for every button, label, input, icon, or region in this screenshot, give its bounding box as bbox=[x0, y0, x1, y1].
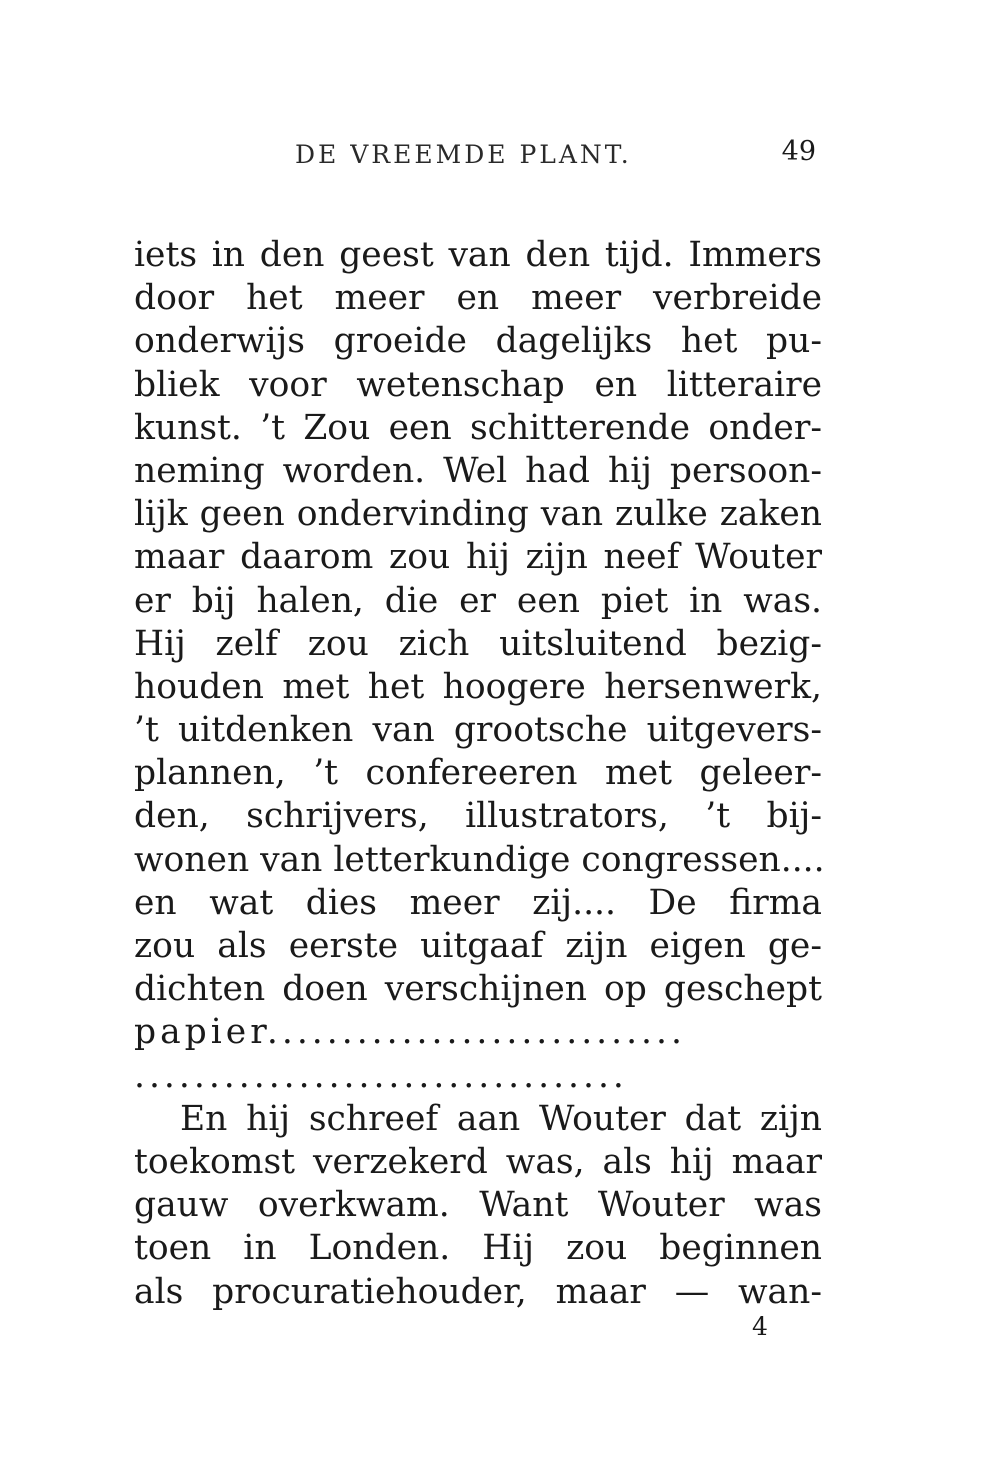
text-line: Hij zelf zou zich uitsluitend bezig- bbox=[134, 623, 822, 664]
text-line: kunst. ’t Zou een schitterende onder- bbox=[134, 407, 822, 448]
text-line: neming worden. Wel had hij persoon- bbox=[134, 450, 822, 491]
text-line: maar daarom zou hij zijn neef Wouter bbox=[134, 537, 822, 578]
page-number: 49 bbox=[781, 136, 816, 167]
text-line: door het meer en meer verbreide bbox=[134, 278, 822, 319]
text-line: toekomst verzekerd was, als hij maar bbox=[134, 1141, 822, 1182]
text-line: iets in den geest van den tijd. Immers bbox=[134, 235, 822, 275]
signature-mark: 4 bbox=[752, 1312, 768, 1341]
text-line: als procuratiehouder, maar — wan- bbox=[134, 1271, 822, 1312]
text-line: er bij halen, die er een piet in was. bbox=[134, 580, 822, 621]
text-line: wonen van letterkundige congressen.... bbox=[134, 839, 825, 880]
text-line: zou als eerste uitgaaf zijn eigen ge- bbox=[134, 926, 822, 966]
running-head: DE VREEMDE PLANT. bbox=[295, 140, 632, 169]
text-line: En hij schreef aan Wouter dat zijn bbox=[180, 1098, 822, 1139]
text-line: plannen, ’t confereeren met geleer- bbox=[134, 753, 822, 794]
text-line: bliek voor wetenschap en litteraire bbox=[134, 364, 822, 405]
text-line: dichten doen verschijnen op geschept bbox=[134, 969, 822, 1010]
text-line: den, schrijvers, illustrators, ’t bij- bbox=[134, 796, 822, 837]
text-line: onderwijs groeide dagelijks het pu- bbox=[134, 321, 822, 362]
text-line: en wat dies meer zij.... De firma bbox=[134, 882, 822, 923]
text-line: lijk geen ondervinding van zulke zaken bbox=[134, 494, 822, 535]
text-line: papier............................ bbox=[134, 1012, 686, 1053]
text-line: toen in Londen. Hij zou beginnen bbox=[134, 1228, 822, 1269]
ellipsis-line: ................................. bbox=[134, 1055, 628, 1096]
text-line: ’t uitdenken van grootsche uitgevers- bbox=[134, 710, 822, 751]
body-text bbox=[134, 234, 825, 1314]
text-line: gauw overkwam. Want Wouter was bbox=[134, 1185, 822, 1226]
page-header bbox=[130, 136, 830, 180]
text-line: houden met het hoogere hersenwerk, bbox=[134, 666, 822, 707]
